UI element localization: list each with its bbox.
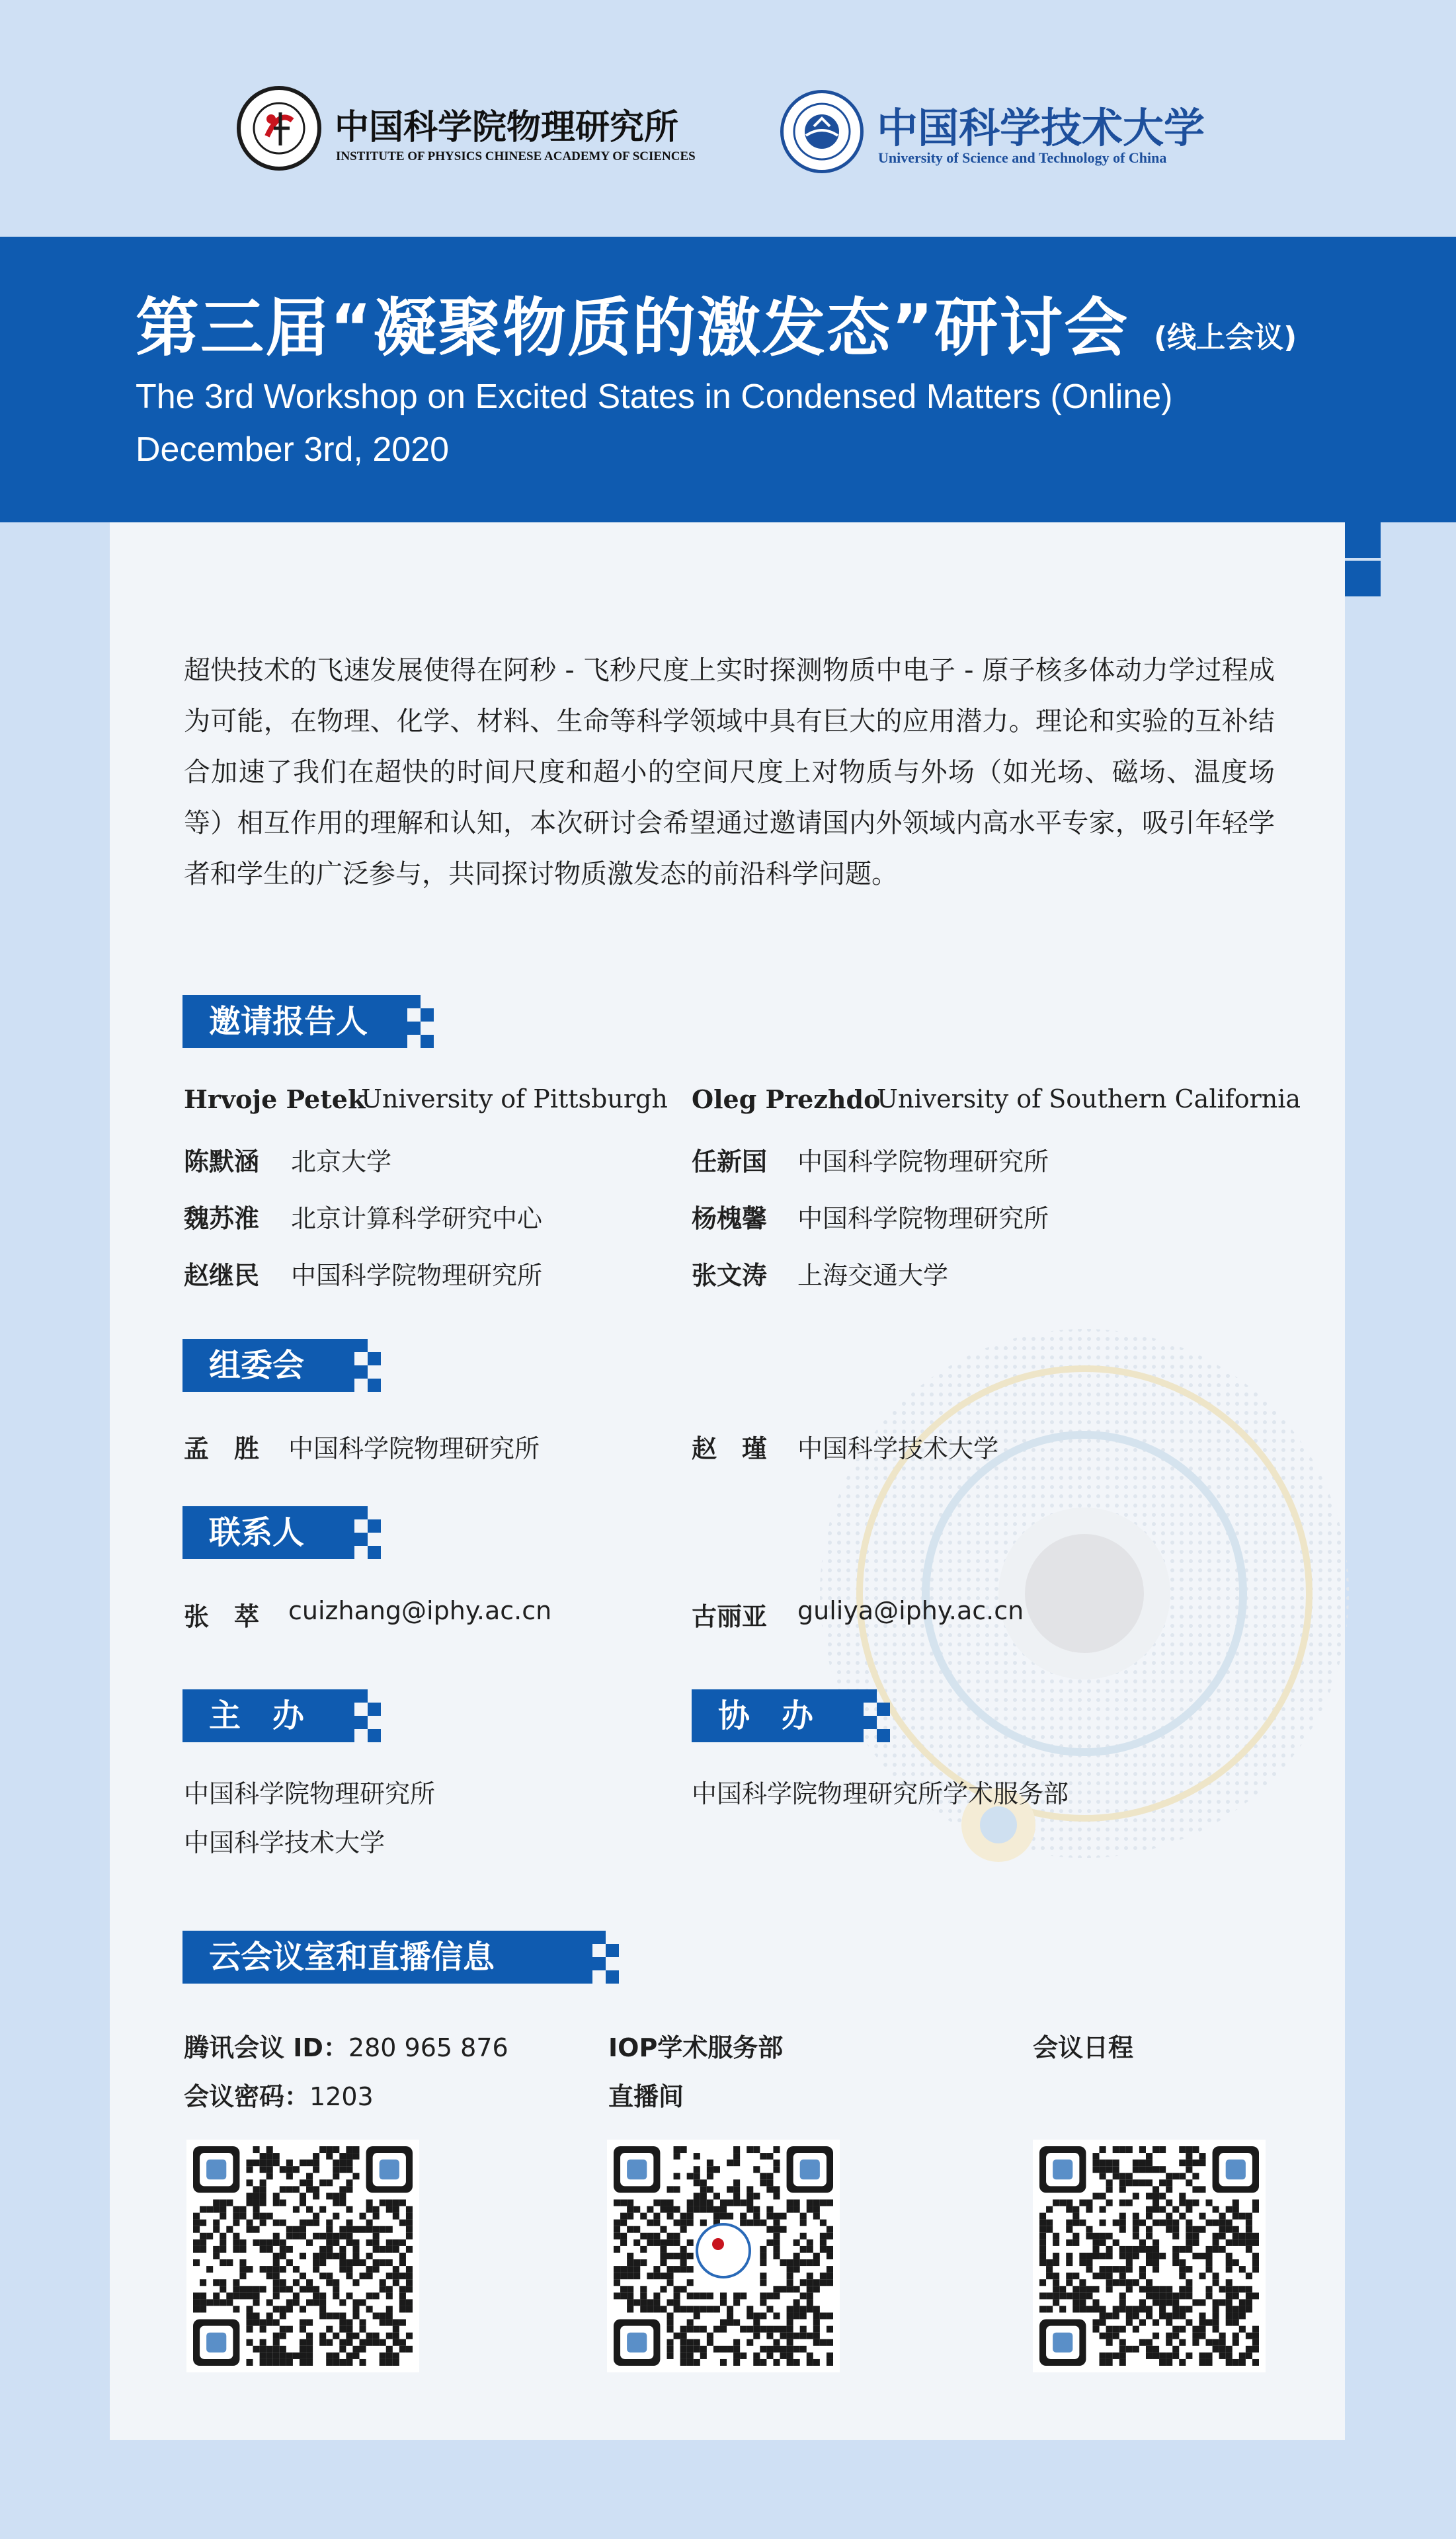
speaker-affiliation: 上海交通大学: [797, 1261, 949, 1290]
host-org: 中国科学院物理研究所: [184, 1779, 436, 1808]
ustc-name-cn: 中国科学技术大学: [877, 104, 1205, 152]
speaker-name: 任新国: [692, 1147, 768, 1176]
host-org: 中国科学技术大学: [184, 1828, 385, 1857]
section-contacts-heading: 联系人: [182, 1506, 354, 1559]
online-tag: (线上会议): [1154, 321, 1297, 354]
committee-affiliation: 中国科学技术大学: [797, 1434, 999, 1463]
event-date: December 3rd, 2020: [136, 430, 450, 469]
speaker-affiliation: 北京大学: [291, 1147, 392, 1176]
tencent-qr-code[interactable]: [186, 2140, 419, 2372]
speaker-affiliation: 中国科学院物理研究所: [291, 1261, 543, 1290]
contact-email[interactable]: cuizhang@iphy.ac.cn: [288, 1596, 552, 1625]
page-title: 第三届“凝聚物质的激发态”研讨会: [136, 291, 1129, 365]
section-hosts-heading: 主 办: [182, 1689, 354, 1742]
speaker-affiliation: 北京计算科学研究中心: [291, 1204, 543, 1233]
ustc-name-en: University of Science and Technology of China: [878, 149, 1167, 166]
speaker-name: 杨槐馨: [692, 1204, 768, 1233]
speaker-name: 张文涛: [692, 1261, 768, 1290]
speaker-affiliation: University of Pittsburgh: [361, 1084, 668, 1113]
contact-email[interactable]: guliya@iphy.ac.cn: [797, 1596, 1024, 1625]
ustc-emblem-icon: [780, 90, 864, 173]
section-committee-heading: 组委会: [182, 1339, 354, 1392]
speaker-affiliation: 中国科学院物理研究所: [797, 1147, 1049, 1176]
schedule-label: 会议日程: [1033, 2033, 1134, 2062]
live-label: IOP学术服务部: [608, 2033, 784, 2062]
intro-paragraph: 超快技术的飞速发展使得在阿秒 - 飞秒尺度上实时探测物质中电子 - 原子核多体动力学过程成为可能，在物理、化学、材料、生命等科学领域中具有巨大的应用潜力。理论和实验的互补结合加速了我们在超快的时间尺度和超小的空间尺度上对物质与外场（如光场、磁场、温度场等）相互作用的理解和认知，本次研讨会希望通过邀请国内外领域内高水平专家，吸引年轻学者和学生的广泛参与，共同探讨物质激发态的前沿科学问题。: [184, 655, 1275, 889]
tencent-meeting-value: 280 965 876: [348, 2033, 508, 2062]
speaker-name: 魏苏淮: [184, 1204, 260, 1233]
speaker-affiliation: 中国科学院物理研究所: [797, 1204, 1049, 1233]
meeting-password-label: 会议密码：: [184, 2082, 310, 2111]
iop-emblem-icon: [237, 86, 321, 171]
live-stream-qr-code[interactable]: [607, 2140, 840, 2372]
tencent-meeting-id: [184, 2027, 508, 2064]
committee-name: 孟 胜: [184, 1434, 260, 1463]
committee-name: 赵 瑾: [692, 1434, 768, 1463]
speaker-name: Oleg Prezhdo: [692, 1084, 881, 1114]
meeting-password: [184, 2076, 374, 2113]
iop-name-cn: 中国科学院物理研究所: [335, 107, 679, 147]
section-co-hosts-heading: 协 办: [692, 1689, 864, 1742]
schedule-qr-code[interactable]: [1033, 2140, 1266, 2372]
page-title-en: The 3rd Workshop on Excited States in Condensed Matters (Online): [136, 378, 1173, 416]
contact-name: 古丽亚: [692, 1602, 768, 1631]
contact-name: 张 萃: [184, 1602, 260, 1631]
speaker-affiliation: University of Southern California: [877, 1084, 1301, 1113]
committee-affiliation: 中国科学院物理研究所: [288, 1434, 540, 1463]
co-host-org: 中国科学院物理研究所学术服务部: [692, 1779, 1069, 1808]
iop-name-en: INSTITUTE OF PHYSICS CHINESE ACADEMY OF SCIENCES: [336, 149, 696, 163]
meeting-password-value: 1203: [309, 2082, 374, 2111]
speaker-name: 陈默涵: [184, 1147, 260, 1176]
section-meeting-heading: 云会议室和直播信息: [182, 1931, 592, 1984]
speaker-name: 赵继民: [184, 1261, 260, 1290]
speaker-name: Hrvoje Petek: [184, 1084, 366, 1114]
tencent-meeting-label: 腾讯会议 ID：: [184, 2033, 348, 2062]
section-speakers-heading: 邀请报告人: [182, 995, 407, 1048]
live-label-2: 直播间: [608, 2082, 684, 2111]
